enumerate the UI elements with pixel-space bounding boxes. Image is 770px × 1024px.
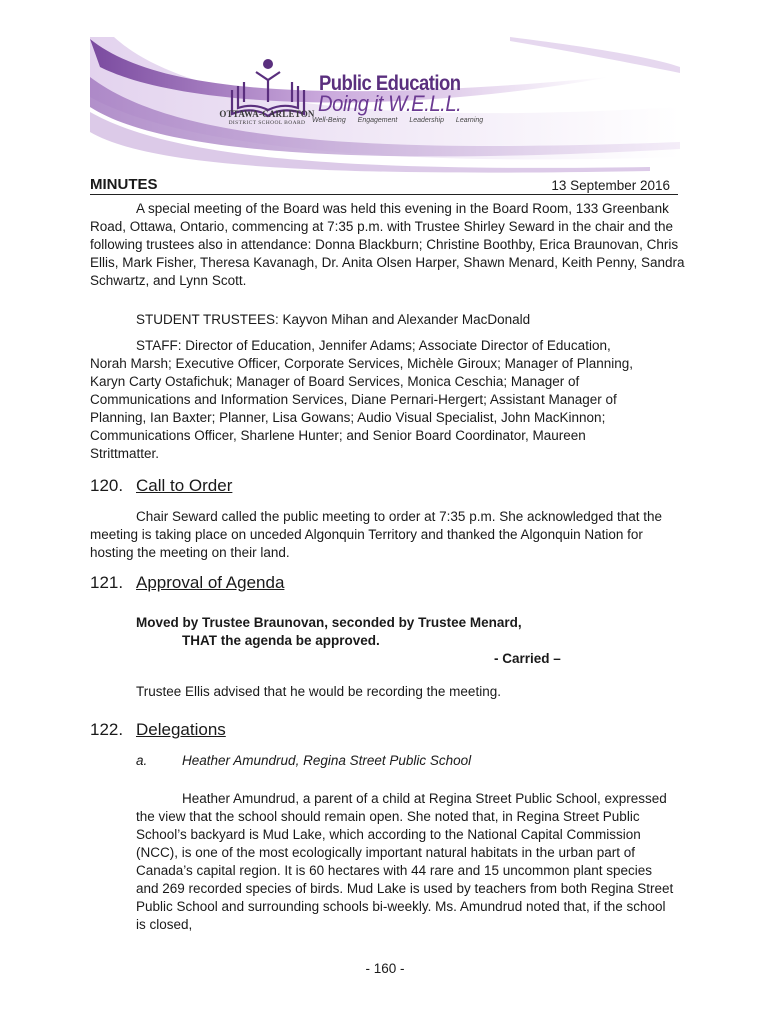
section-heading-delegations (90, 720, 226, 740)
motion-mover: Moved by Trustee Braunovan, seconded by Trustee Menard, (136, 615, 522, 630)
motion-result: - Carried – (494, 651, 561, 666)
page-number: - 160 - (365, 961, 405, 976)
delegation-item-title: Heather Amundrud, Regina Street Public School (182, 753, 472, 768)
intro-paragraph: A special meeting of the Board was held this evening in the Board Room, 133 Greenbank Road, Ottawa, Ontario, commencing at 7:35 p.m. with Trustee Shirley Seward in the chair and the following trustees also in attendance: Donna Blackburn; Christine Boothby, Erica Braunovan, Chris Ellis, Mark Fisher, Theresa Kavanagh, Dr. Anita Olsen Harper, Shawn Menard, Keith Penny, Sandra Schwartz, and Lynn Scott. (90, 201, 685, 288)
recording-note: Trustee Ellis advised that he would be recording the meeting. (136, 684, 501, 699)
organization-name-line1: OTTAWA-CARLETON (219, 109, 315, 119)
student-trustees-paragraph: STUDENT TRUSTEES: Kayvon Mihan and Alexander MacDonald (136, 312, 531, 327)
document-title: MINUTES (90, 176, 158, 193)
brand-tag: Well-Being (312, 117, 346, 124)
staff-paragraph: STAFF: Director of Education, Jennifer Adams; Associate Director of Education, Norah Marsh; Executive Officer, Corporate Services, Michèle Giroux; Manager of Planning, Karyn Carty Ostafichuk; Manager of Board Services, Monica Ceschia; Manager of Communications and Information Services, Diane Pernari-Hergert; Assistant Manager of Planning, Ian Baxter; Planner, Lisa Gowans; Audio Visual Specialist, John MacKinnon; Communications Officer, Sharlene Hunter; and Senior Board Coordinator, Maureen Strittmatter. (90, 338, 633, 461)
organization-name-line2: DISTRICT SCHOOL BOARD (228, 120, 306, 126)
brand-subtitle: Doing it W.E.L.L. (318, 91, 462, 116)
delegation-item-letter: a. (136, 753, 148, 768)
organization-name (212, 110, 322, 128)
title-row (90, 176, 678, 195)
section-number: 121. (90, 573, 124, 592)
brand-tagline (312, 117, 493, 124)
section-heading-call-to-order (90, 476, 232, 496)
section-title: Approval of Agenda (136, 573, 285, 592)
section-number: 122. (90, 720, 124, 739)
section-heading-approval-of-agenda (90, 573, 284, 593)
brand-tag: Leadership (409, 117, 444, 124)
motion-text: THAT the agenda be approved. (182, 633, 380, 648)
delegation-paragraph: Heather Amundrud, a parent of a child at Regina Street Public School, expressed the view that the school should remain open. She noted that, in Regina Street Public School’s backyard is Mud Lake, which according to the National Capital Commission (NCC), is one of the most ecologically important natural habitats in the urban part of Canada’s capital region. It is 60 hectares with 44 rare and 15 uncommon plant species and 269 recorded species of birds. Mud Lake is used by teachers from both Regina Street Public School and surrounding schools bi-weekly. Ms. Amundrud noted that, if the school is closed, (136, 791, 674, 932)
section-title: Call to Order (136, 476, 233, 495)
brand-tag: Engagement (357, 117, 398, 124)
meeting-date: 13 September 2016 (551, 178, 670, 193)
brand-title: Public Education (319, 72, 461, 95)
section-title: Delegations (136, 720, 226, 739)
section-number: 120. (90, 476, 124, 495)
call-to-order-paragraph: Chair Seward called the public meeting to order at 7:35 p.m. She acknowledged that the meeting is taking place on unceded Algonquin Territory and thanked the Algonquin Nation for hosting the meeting on their land. (90, 509, 663, 560)
brand-tag: Learning (455, 117, 484, 124)
